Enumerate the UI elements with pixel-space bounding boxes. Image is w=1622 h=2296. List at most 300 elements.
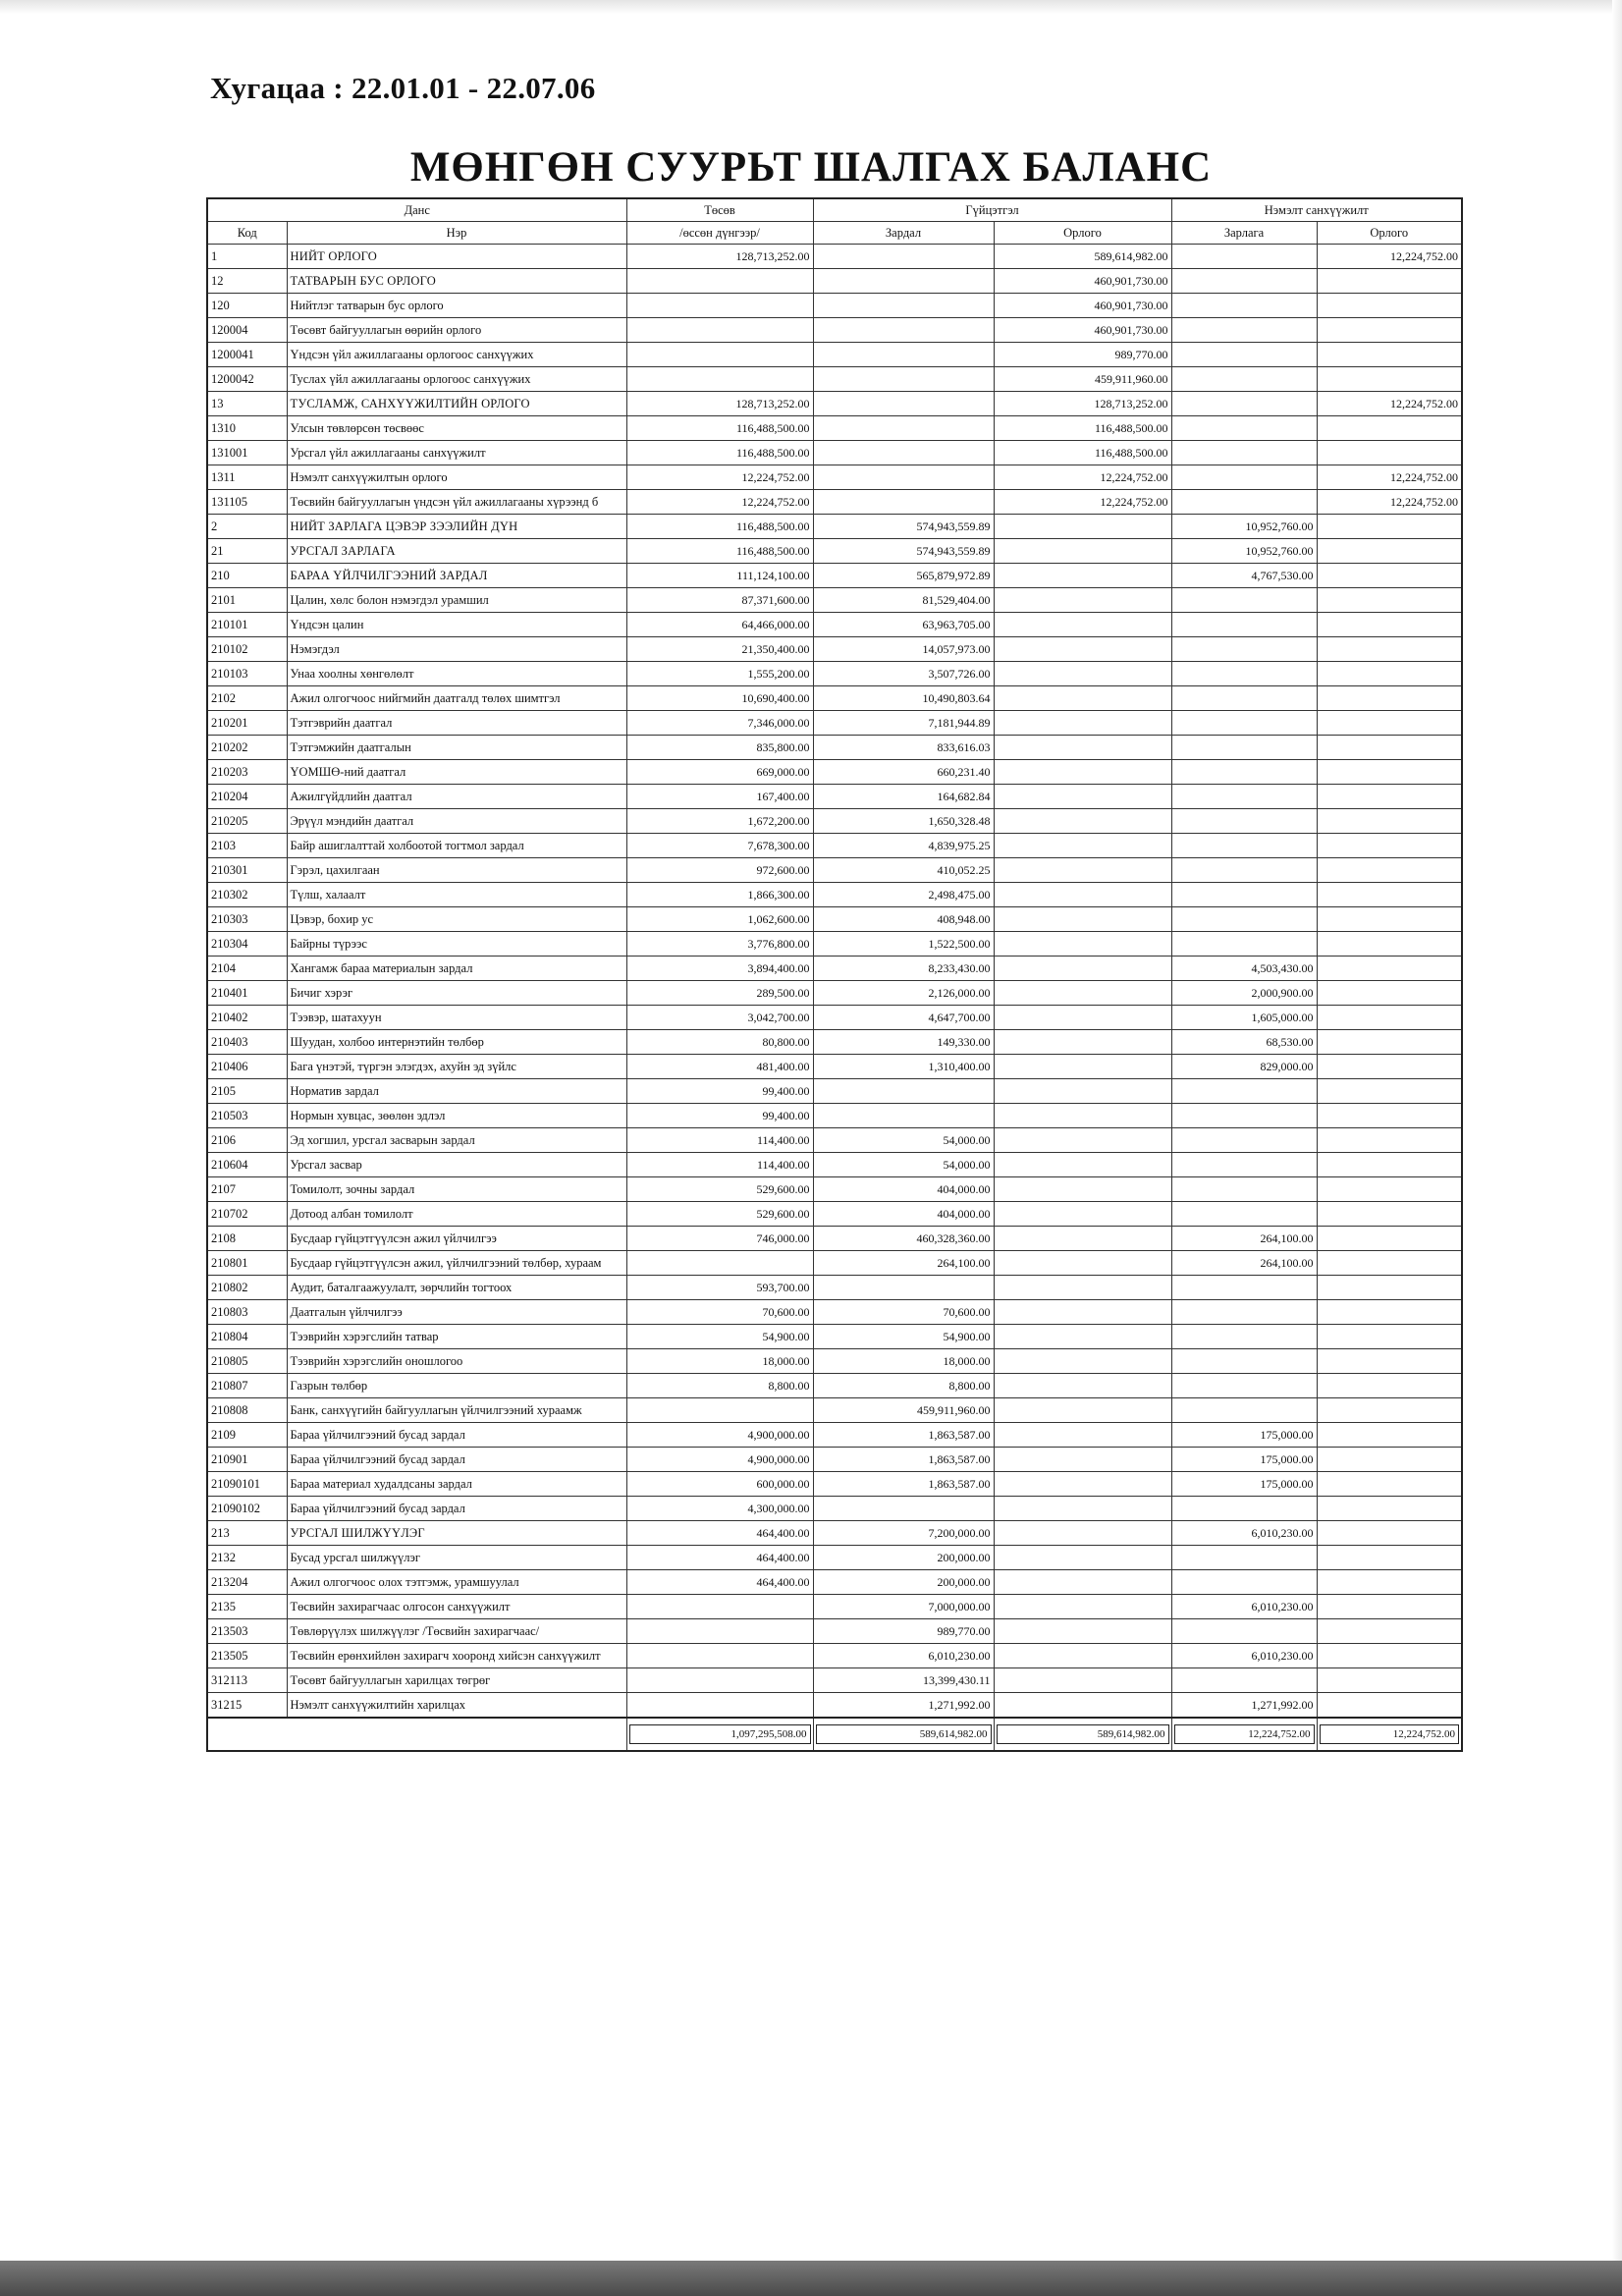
cell-budget: 70,600.00	[626, 1300, 813, 1325]
header-additional: Нэмэлт санхүүжилт	[1171, 198, 1462, 222]
cell-code: 31215	[207, 1693, 287, 1719]
cell-code: 210702	[207, 1202, 287, 1227]
cell-name: Бусдаар гүйцэтгүүлсэн ажил үйлчилгээ	[287, 1227, 626, 1251]
cell-budget	[626, 1398, 813, 1423]
cell-code: 210802	[207, 1276, 287, 1300]
cell-perf-expense: 989,770.00	[813, 1619, 994, 1644]
cell-perf-expense: 54,000.00	[813, 1128, 994, 1153]
cell-budget: 1,672,200.00	[626, 809, 813, 834]
cell-perf-income	[994, 1668, 1171, 1693]
cell-budget: 669,000.00	[626, 760, 813, 785]
header-budget: Төсөв	[626, 198, 813, 222]
cell-perf-income	[994, 588, 1171, 613]
cell-add-expense	[1171, 269, 1317, 294]
cell-perf-expense: 565,879,972.89	[813, 564, 994, 588]
cell-code: 213	[207, 1521, 287, 1546]
cell-name: Цэвэр, бохир ус	[287, 907, 626, 932]
cell-add-expense	[1171, 858, 1317, 883]
report-period: Хугацаа : 22.01.01 - 22.07.06	[210, 71, 596, 105]
cell-perf-income	[994, 1227, 1171, 1251]
cell-perf-expense	[813, 416, 994, 441]
cell-code: 120004	[207, 318, 287, 343]
cell-name: Тэтгэмжийн даатгалын	[287, 736, 626, 760]
cell-budget: 1,062,600.00	[626, 907, 813, 932]
cell-add-expense: 6,010,230.00	[1171, 1521, 1317, 1546]
cell-perf-expense: 404,000.00	[813, 1202, 994, 1227]
cell-perf-income	[994, 1644, 1171, 1668]
cell-add-expense	[1171, 245, 1317, 269]
cell-budget	[626, 269, 813, 294]
cell-perf-income: 460,901,730.00	[994, 269, 1171, 294]
cell-name: Бараа үйлчилгээний бусад зардал	[287, 1497, 626, 1521]
cell-add-expense	[1171, 736, 1317, 760]
cell-name: Томилолт, зочны зардал	[287, 1177, 626, 1202]
cell-perf-expense: 70,600.00	[813, 1300, 994, 1325]
table-row	[207, 490, 1462, 515]
cell-perf-income	[994, 1276, 1171, 1300]
cell-name: НИЙТ ОРЛОГО	[287, 245, 626, 269]
table-row	[207, 1006, 1462, 1030]
cell-name: Дотоод албан томилолт	[287, 1202, 626, 1227]
scan-edge-top	[0, 0, 1622, 14]
cell-name: Ажил олгогчоос олох тэтгэмж, урамшуулал	[287, 1570, 626, 1595]
cell-budget	[626, 294, 813, 318]
cell-perf-expense: 460,328,360.00	[813, 1227, 994, 1251]
cell-perf-income: 128,713,252.00	[994, 392, 1171, 416]
table-row	[207, 1251, 1462, 1276]
cell-add-expense	[1171, 760, 1317, 785]
cell-perf-income	[994, 1177, 1171, 1202]
cell-budget: 1,866,300.00	[626, 883, 813, 907]
cell-name: Шуудан, холбоо интернэтийн төлбөр	[287, 1030, 626, 1055]
cell-budget: 464,400.00	[626, 1546, 813, 1570]
cell-budget: 4,900,000.00	[626, 1423, 813, 1448]
cell-budget	[626, 367, 813, 392]
cell-code: 210406	[207, 1055, 287, 1079]
cell-add-expense	[1171, 1546, 1317, 1570]
cell-perf-income	[994, 1251, 1171, 1276]
cell-code: 2132	[207, 1546, 287, 1570]
cell-add-expense	[1171, 662, 1317, 686]
cell-budget: 4,300,000.00	[626, 1497, 813, 1521]
cell-budget: 114,400.00	[626, 1128, 813, 1153]
table-row	[207, 1546, 1462, 1570]
cell-perf-income: 460,901,730.00	[994, 294, 1171, 318]
cell-name: Тээврийн хэрэгслийн оношлогоо	[287, 1349, 626, 1374]
cell-budget	[626, 318, 813, 343]
cell-budget: 116,488,500.00	[626, 441, 813, 465]
cell-perf-expense: 7,181,944.89	[813, 711, 994, 736]
cell-perf-expense: 200,000.00	[813, 1546, 994, 1570]
cell-perf-income: 116,488,500.00	[994, 416, 1171, 441]
cell-add-expense	[1171, 318, 1317, 343]
table-row	[207, 441, 1462, 465]
cell-name: Нормын хувцас, зөөлөн эдлэл	[287, 1104, 626, 1128]
cell-code: 210604	[207, 1153, 287, 1177]
cell-code: 12	[207, 269, 287, 294]
table-row	[207, 957, 1462, 981]
cell-perf-expense: 1,863,587.00	[813, 1448, 994, 1472]
cell-name: УРСГАЛ ШИЛЖҮҮЛЭГ	[287, 1521, 626, 1546]
cell-perf-income: 116,488,500.00	[994, 441, 1171, 465]
total-budget-cell	[626, 1718, 813, 1751]
cell-perf-expense: 410,052.25	[813, 858, 994, 883]
table-row	[207, 1104, 1462, 1128]
cell-perf-income	[994, 662, 1171, 686]
cell-perf-income	[994, 858, 1171, 883]
cell-perf-income	[994, 564, 1171, 588]
cell-add-expense: 68,530.00	[1171, 1030, 1317, 1055]
cell-name: Нийтлэг татварын бус орлого	[287, 294, 626, 318]
cell-name: Байрны түрээс	[287, 932, 626, 957]
cell-perf-expense	[813, 392, 994, 416]
cell-code: 210301	[207, 858, 287, 883]
cell-add-income	[1317, 1546, 1462, 1570]
cell-add-income	[1317, 416, 1462, 441]
header-budget-sub: /өссөн дүнгээр/	[626, 222, 813, 245]
cell-perf-expense	[813, 343, 994, 367]
cell-add-income	[1317, 318, 1462, 343]
cell-add-expense	[1171, 441, 1317, 465]
table-row	[207, 564, 1462, 588]
cell-perf-expense	[813, 269, 994, 294]
cell-perf-income	[994, 1202, 1171, 1227]
table-row	[207, 662, 1462, 686]
table-row	[207, 1668, 1462, 1693]
cell-perf-income	[994, 539, 1171, 564]
cell-add-expense: 264,100.00	[1171, 1251, 1317, 1276]
cell-code: 210503	[207, 1104, 287, 1128]
cell-perf-income	[994, 932, 1171, 957]
cell-budget: 464,400.00	[626, 1521, 813, 1546]
cell-code: 210901	[207, 1448, 287, 1472]
cell-budget: 289,500.00	[626, 981, 813, 1006]
cell-code: 131105	[207, 490, 287, 515]
cell-perf-expense: 7,200,000.00	[813, 1521, 994, 1546]
cell-perf-expense: 164,682.84	[813, 785, 994, 809]
cell-add-expense	[1171, 392, 1317, 416]
cell-perf-expense: 4,839,975.25	[813, 834, 994, 858]
cell-add-income	[1317, 1497, 1462, 1521]
cell-add-income	[1317, 1128, 1462, 1153]
cell-add-expense	[1171, 1398, 1317, 1423]
cell-add-income	[1317, 613, 1462, 637]
cell-add-income	[1317, 294, 1462, 318]
cell-add-expense	[1171, 834, 1317, 858]
header-performance: Гүйцэтгэл	[813, 198, 1171, 222]
cell-name: Тээврийн хэрэгслийн татвар	[287, 1325, 626, 1349]
table-row	[207, 1153, 1462, 1177]
header-income: Орлого	[994, 222, 1171, 245]
cell-add-income	[1317, 1570, 1462, 1595]
cell-name: Улсын төвлөрсөн төсвөөс	[287, 416, 626, 441]
cell-add-expense: 175,000.00	[1171, 1423, 1317, 1448]
cell-add-income	[1317, 760, 1462, 785]
cell-perf-income	[994, 1079, 1171, 1104]
cell-perf-expense: 574,943,559.89	[813, 515, 994, 539]
header-row-columns	[207, 222, 1462, 245]
cell-code: 2135	[207, 1595, 287, 1619]
cell-code: 21090101	[207, 1472, 287, 1497]
cell-add-income	[1317, 1693, 1462, 1719]
cell-code: 210303	[207, 907, 287, 932]
cell-perf-expense: 408,948.00	[813, 907, 994, 932]
table-row	[207, 981, 1462, 1006]
cell-name: Төсвийн байгууллагын үндсэн үйл ажиллагааны хүрээнд б	[287, 490, 626, 515]
total-add-income: 12,224,752.00	[1320, 1724, 1460, 1744]
cell-perf-income	[994, 1104, 1171, 1128]
table-row	[207, 760, 1462, 785]
cell-budget: 7,678,300.00	[626, 834, 813, 858]
cell-name: Төвлөрүүлэх шилжүүлэг /Төсвийн захирагчаас/	[287, 1619, 626, 1644]
cell-add-income	[1317, 1104, 1462, 1128]
cell-budget: 18,000.00	[626, 1349, 813, 1374]
cell-add-income	[1317, 1448, 1462, 1472]
cell-add-expense: 829,000.00	[1171, 1055, 1317, 1079]
cell-budget: 3,042,700.00	[626, 1006, 813, 1030]
cell-perf-expense: 1,310,400.00	[813, 1055, 994, 1079]
cell-perf-expense	[813, 1497, 994, 1521]
cell-budget: 1,555,200.00	[626, 662, 813, 686]
cell-budget: 7,346,000.00	[626, 711, 813, 736]
table-row	[207, 1374, 1462, 1398]
cell-perf-income	[994, 883, 1171, 907]
cell-budget: 464,400.00	[626, 1570, 813, 1595]
cell-add-expense: 6,010,230.00	[1171, 1644, 1317, 1668]
cell-perf-expense: 200,000.00	[813, 1570, 994, 1595]
cell-add-income	[1317, 637, 1462, 662]
cell-code: 213503	[207, 1619, 287, 1644]
cell-code: 210204	[207, 785, 287, 809]
total-budget: 1,097,295,508.00	[629, 1724, 811, 1744]
cell-perf-income	[994, 1521, 1171, 1546]
cell-perf-expense: 574,943,559.89	[813, 539, 994, 564]
header-row-groups	[207, 198, 1462, 222]
cell-budget	[626, 1619, 813, 1644]
cell-budget: 529,600.00	[626, 1177, 813, 1202]
cell-add-expense	[1171, 416, 1317, 441]
table-row	[207, 883, 1462, 907]
table-row	[207, 1349, 1462, 1374]
cell-add-expense	[1171, 1497, 1317, 1521]
cell-add-income	[1317, 1472, 1462, 1497]
cell-name: Төсвийн захирагчаас олгосон санхүүжилт	[287, 1595, 626, 1619]
cell-add-expense	[1171, 1276, 1317, 1300]
cell-add-income	[1317, 932, 1462, 957]
cell-name: Үндсэн цалин	[287, 613, 626, 637]
cell-code: 131001	[207, 441, 287, 465]
cell-perf-income	[994, 1030, 1171, 1055]
cell-budget: 8,800.00	[626, 1374, 813, 1398]
header-code: Код	[207, 222, 287, 245]
cell-name: Аудит, баталгаажуулалт, зөрчлийн тогтоох	[287, 1276, 626, 1300]
cell-perf-income: 589,614,982.00	[994, 245, 1171, 269]
cell-perf-expense: 1,271,992.00	[813, 1693, 994, 1719]
cell-perf-expense	[813, 490, 994, 515]
cell-add-income	[1317, 441, 1462, 465]
cell-perf-expense: 149,330.00	[813, 1030, 994, 1055]
cell-name: Даатгалын үйлчилгээ	[287, 1300, 626, 1325]
cell-perf-expense: 10,490,803.64	[813, 686, 994, 711]
cell-add-expense: 1,271,992.00	[1171, 1693, 1317, 1719]
table-row	[207, 245, 1462, 269]
cell-code: 210203	[207, 760, 287, 785]
table-row	[207, 809, 1462, 834]
balance-table	[206, 197, 1463, 1752]
cell-budget	[626, 343, 813, 367]
cell-code: 2105	[207, 1079, 287, 1104]
cell-perf-expense	[813, 318, 994, 343]
total-add-income-cell	[1317, 1718, 1462, 1751]
cell-perf-expense	[813, 1079, 994, 1104]
cell-code: 210807	[207, 1374, 287, 1398]
cell-perf-income	[994, 1693, 1171, 1719]
cell-add-expense: 1,605,000.00	[1171, 1006, 1317, 1030]
cell-budget: 64,466,000.00	[626, 613, 813, 637]
cell-budget: 54,900.00	[626, 1325, 813, 1349]
cell-add-income: 12,224,752.00	[1317, 490, 1462, 515]
cell-budget: 12,224,752.00	[626, 490, 813, 515]
cell-add-expense	[1171, 1079, 1317, 1104]
cell-add-income	[1317, 711, 1462, 736]
cell-add-expense: 264,100.00	[1171, 1227, 1317, 1251]
cell-perf-income	[994, 834, 1171, 858]
cell-add-income	[1317, 1153, 1462, 1177]
cell-budget	[626, 1693, 813, 1719]
cell-budget: 835,800.00	[626, 736, 813, 760]
cell-budget: 4,900,000.00	[626, 1448, 813, 1472]
cell-add-expense	[1171, 588, 1317, 613]
cell-perf-expense: 404,000.00	[813, 1177, 994, 1202]
cell-name: Төсвийн ерөнхийлөн захирагч хооронд хийсэн санхүүжилт	[287, 1644, 626, 1668]
cell-perf-expense: 18,000.00	[813, 1349, 994, 1374]
cell-perf-income: 989,770.00	[994, 343, 1171, 367]
cell-name: Байр ашиглалттай холбоотой тогтмол зардал	[287, 834, 626, 858]
cell-code: 2104	[207, 957, 287, 981]
cell-perf-expense: 3,507,726.00	[813, 662, 994, 686]
cell-code: 2108	[207, 1227, 287, 1251]
cell-add-expense: 10,952,760.00	[1171, 539, 1317, 564]
table-row	[207, 1570, 1462, 1595]
cell-name: Үндсэн үйл ажиллагааны орлогоос санхүүжих	[287, 343, 626, 367]
cell-add-expense	[1171, 883, 1317, 907]
cell-add-income: 12,224,752.00	[1317, 245, 1462, 269]
cell-perf-income: 460,901,730.00	[994, 318, 1171, 343]
total-add-expense: 12,224,752.00	[1174, 1724, 1315, 1744]
cell-name: Нэмэлт санхүүжилтын орлого	[287, 465, 626, 490]
cell-add-income	[1317, 588, 1462, 613]
cell-perf-expense	[813, 245, 994, 269]
cell-code: 2	[207, 515, 287, 539]
cell-perf-income	[994, 1546, 1171, 1570]
cell-perf-income	[994, 711, 1171, 736]
cell-budget: 80,800.00	[626, 1030, 813, 1055]
cell-add-income	[1317, 1595, 1462, 1619]
table-row	[207, 686, 1462, 711]
table-row	[207, 637, 1462, 662]
cell-name: НИЙТ ЗАРЛАГА ЦЭВЭР ЗЭЭЛИЙН ДҮН	[287, 515, 626, 539]
cell-name: Бараа материал худалдсаны зардал	[287, 1472, 626, 1497]
cell-add-expense	[1171, 1619, 1317, 1644]
cell-budget: 21,350,400.00	[626, 637, 813, 662]
table-row	[207, 343, 1462, 367]
cell-name: ТУСЛАМЖ, САНХҮҮЖИЛТИЙН ОРЛОГО	[287, 392, 626, 416]
cell-code: 210102	[207, 637, 287, 662]
table-row	[207, 1177, 1462, 1202]
cell-name: Унаа хоолны хөнгөлөлт	[287, 662, 626, 686]
table-row	[207, 785, 1462, 809]
cell-add-income	[1317, 1030, 1462, 1055]
cell-add-income	[1317, 834, 1462, 858]
cell-code: 210103	[207, 662, 287, 686]
cell-code: 210808	[207, 1398, 287, 1423]
cell-name: Бусдаар гүйцэтгүүлсэн ажил, үйлчилгээний төлбөр, хураам	[287, 1251, 626, 1276]
cell-perf-expense: 459,911,960.00	[813, 1398, 994, 1423]
cell-budget: 128,713,252.00	[626, 392, 813, 416]
cell-add-income	[1317, 662, 1462, 686]
cell-add-income	[1317, 1202, 1462, 1227]
cell-perf-income	[994, 981, 1171, 1006]
cell-perf-income	[994, 637, 1171, 662]
table-row	[207, 1128, 1462, 1153]
cell-add-income	[1317, 686, 1462, 711]
cell-add-expense: 10,952,760.00	[1171, 515, 1317, 539]
cell-budget: 10,690,400.00	[626, 686, 813, 711]
table-row	[207, 1202, 1462, 1227]
cell-perf-income: 12,224,752.00	[994, 465, 1171, 490]
cell-perf-expense: 2,498,475.00	[813, 883, 994, 907]
cell-add-income	[1317, 367, 1462, 392]
table-row	[207, 367, 1462, 392]
cell-name: Нэмэлт санхүүжилтийн харилцах	[287, 1693, 626, 1719]
table-row	[207, 1693, 1462, 1719]
cell-perf-income	[994, 686, 1171, 711]
cell-perf-expense: 1,650,328.48	[813, 809, 994, 834]
cell-add-expense	[1171, 785, 1317, 809]
cell-budget	[626, 1644, 813, 1668]
cell-name: Туслах үйл ажиллагааны орлогоос санхүүжих	[287, 367, 626, 392]
cell-name: Бичиг хэрэг	[287, 981, 626, 1006]
cell-perf-income: 459,911,960.00	[994, 367, 1171, 392]
cell-add-expense: 2,000,900.00	[1171, 981, 1317, 1006]
cell-code: 1311	[207, 465, 287, 490]
cell-code: 1310	[207, 416, 287, 441]
cell-add-income	[1317, 1644, 1462, 1668]
cell-add-expense: 175,000.00	[1171, 1472, 1317, 1497]
cell-name: Банк, санхүүгийн байгууллагын үйлчилгээний хураамж	[287, 1398, 626, 1423]
cell-perf-income	[994, 1006, 1171, 1030]
cell-perf-expense: 2,126,000.00	[813, 981, 994, 1006]
cell-budget: 746,000.00	[626, 1227, 813, 1251]
cell-add-income	[1317, 1668, 1462, 1693]
cell-name: Газрын төлбөр	[287, 1374, 626, 1398]
cell-code: 210803	[207, 1300, 287, 1325]
cell-add-expense	[1171, 490, 1317, 515]
cell-perf-expense: 1,863,587.00	[813, 1472, 994, 1497]
cell-budget: 116,488,500.00	[626, 515, 813, 539]
cell-name: Төсөвт байгууллагын харилцах төгрөг	[287, 1668, 626, 1693]
cell-code: 210201	[207, 711, 287, 736]
table-row	[207, 1595, 1462, 1619]
cell-code: 1200042	[207, 367, 287, 392]
table-row	[207, 736, 1462, 760]
cell-perf-income	[994, 1448, 1171, 1472]
table-row	[207, 711, 1462, 736]
cell-code: 210202	[207, 736, 287, 760]
cell-perf-expense: 54,000.00	[813, 1153, 994, 1177]
page-title: МӨНГӨН СУУРЬТ ШАЛГАХ БАЛАНС	[409, 144, 1213, 191]
cell-add-expense	[1171, 932, 1317, 957]
